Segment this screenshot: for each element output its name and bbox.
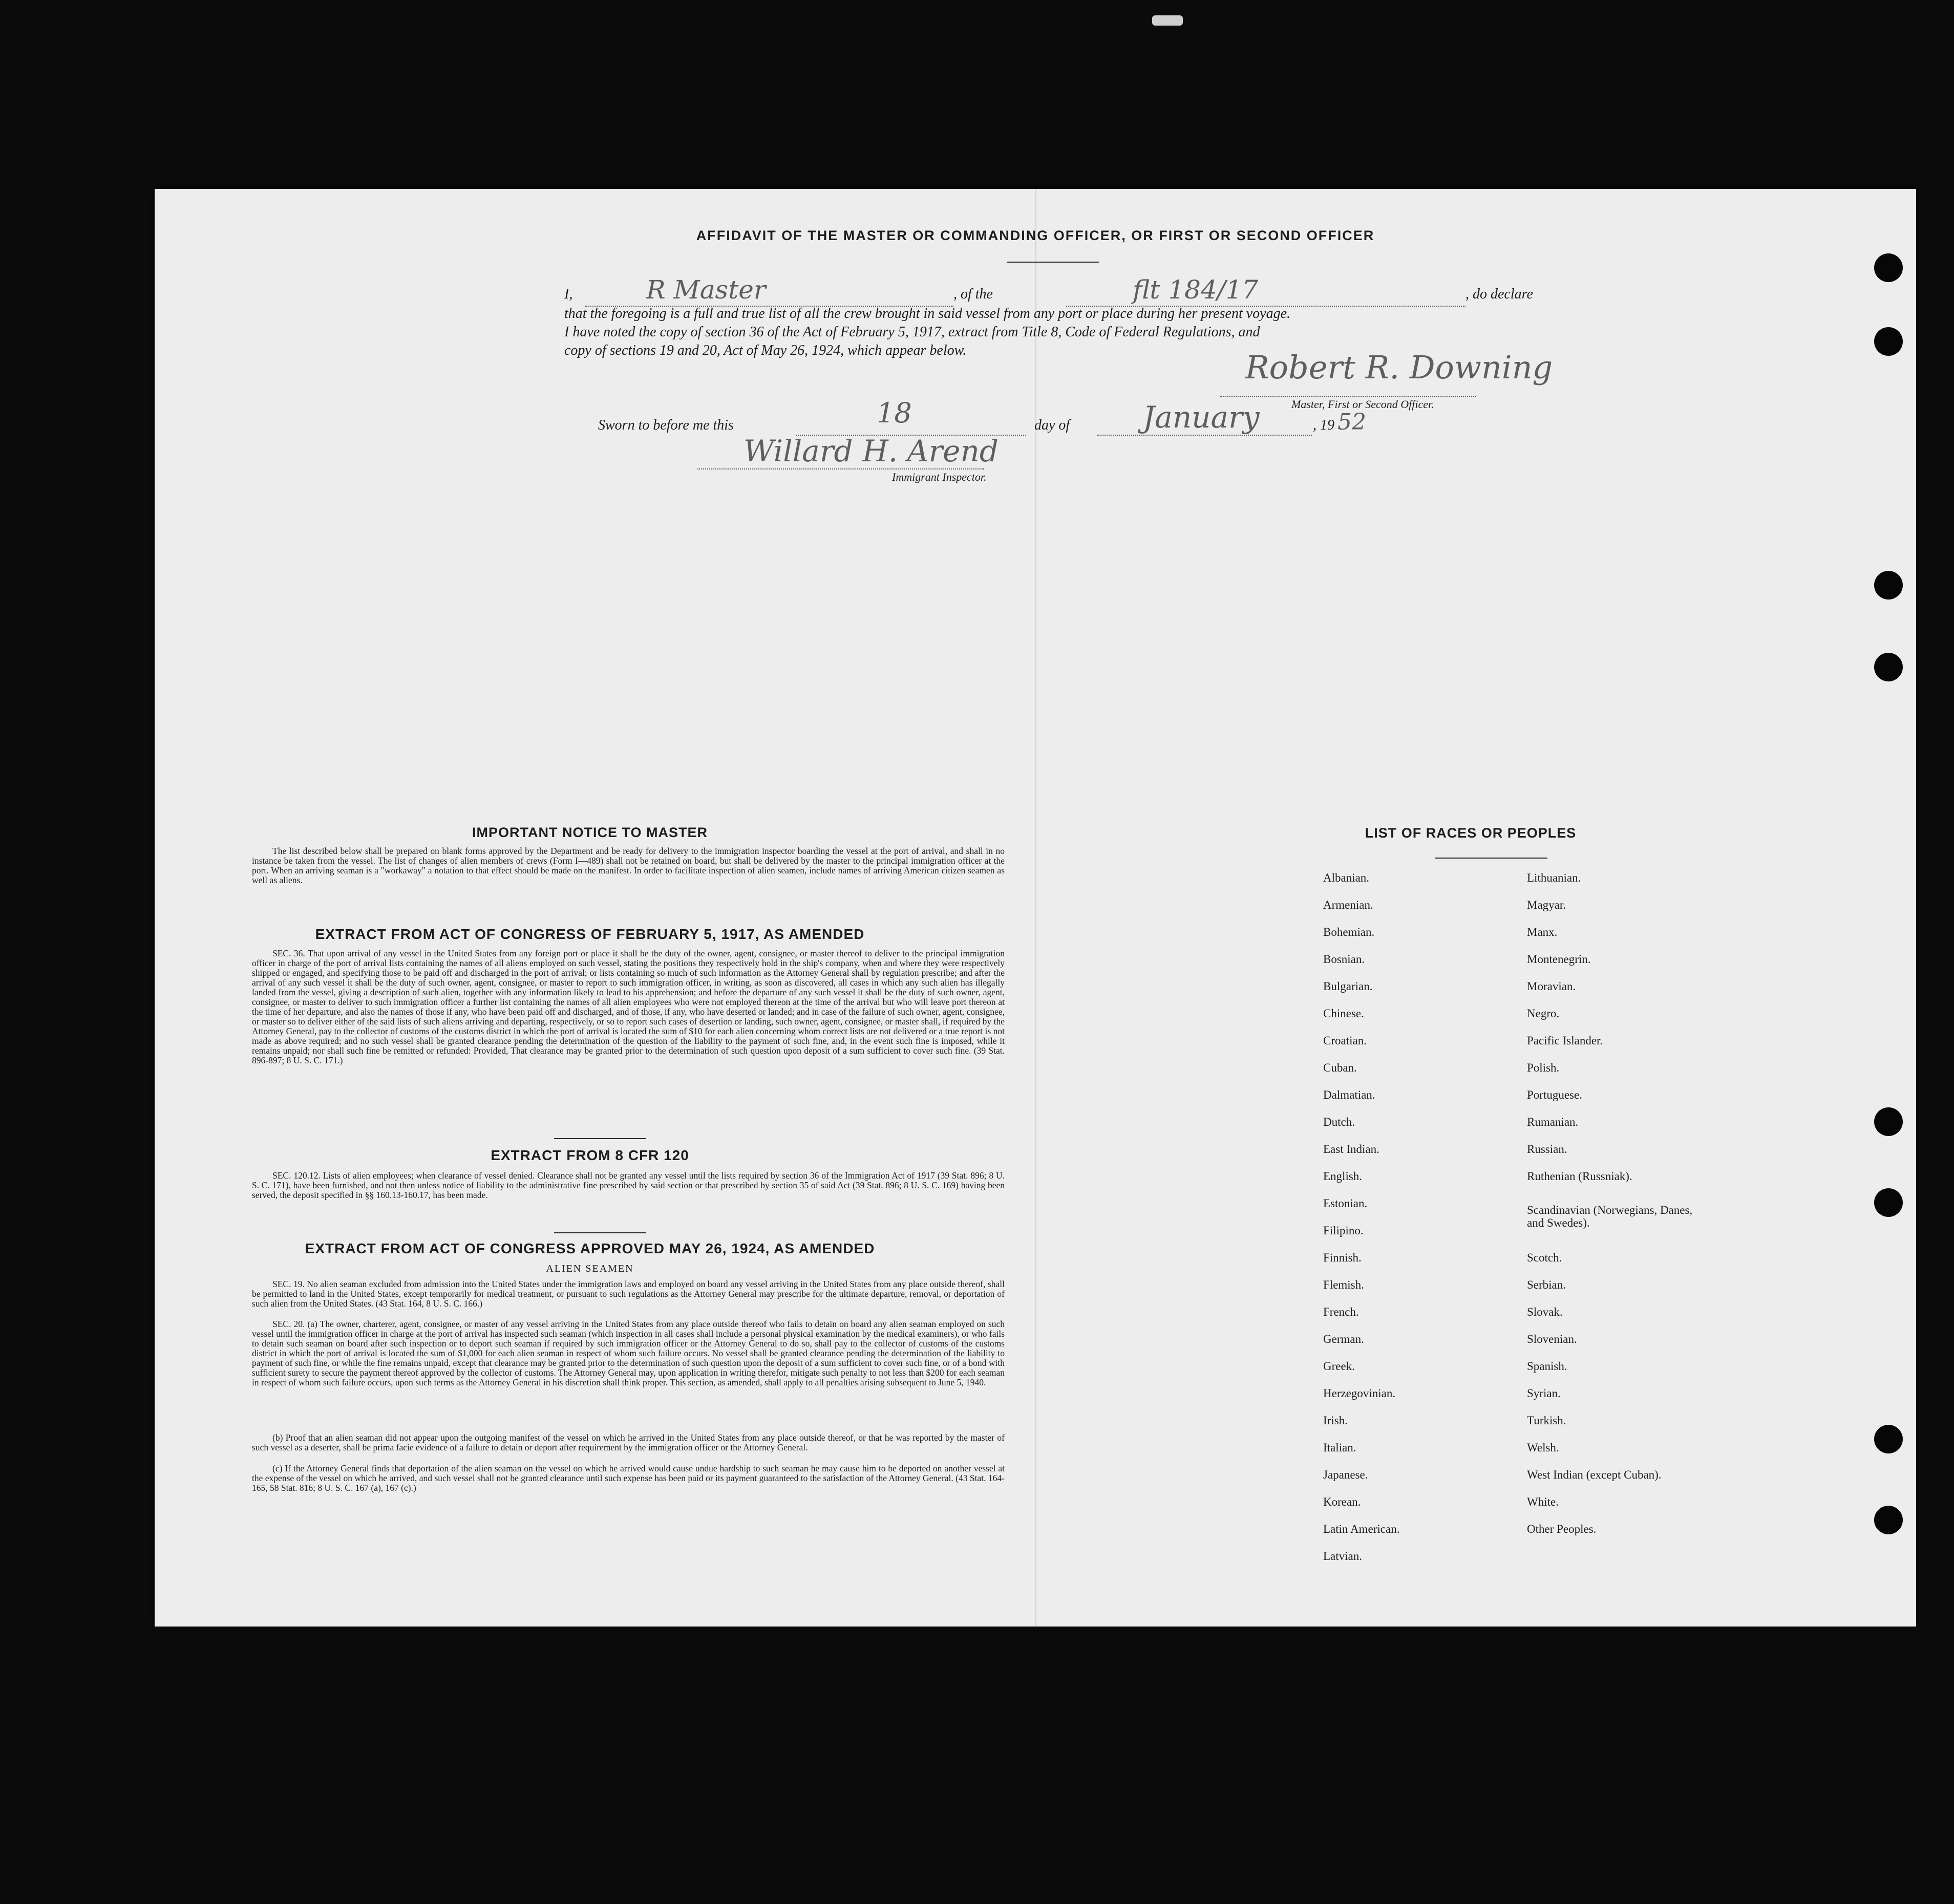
race-item: Latvian.	[1323, 1550, 1362, 1563]
race-item: Finnish.	[1323, 1251, 1362, 1264]
race-item: White.	[1527, 1495, 1559, 1508]
race-item: Filipino.	[1323, 1224, 1364, 1237]
month-field-line	[1097, 435, 1312, 436]
binder-hole	[1874, 571, 1903, 600]
extract-cfr-text: SEC. 120.12. Lists of alien employees; when clearance of vessel denied. Clearance shall not be granted any vessel until the lists required by section 36 of the Immigration Act of 1917 (39 Stat. 896; 8 U. S. C. 171), have been furnished, and not then unless notice of liability to the administrative fine prescribed by said section or that prescribed by section 35 of said Act (39 Stat. 896; 8 U. S. C. 169) having been served, the deposit specified in §§ 160.13-160.17, has been made.	[252, 1170, 1005, 1200]
inspector-caption: Immigrant Inspector.	[892, 470, 987, 483]
race-item: English.	[1323, 1170, 1363, 1183]
section-rule	[554, 1138, 646, 1139]
races-title: LIST OF RACES OR PEOPLES	[1365, 825, 1577, 841]
race-item: French.	[1323, 1306, 1359, 1318]
race-item: Japanese.	[1323, 1468, 1368, 1481]
race-item: Welsh.	[1527, 1441, 1559, 1454]
year-field-value: 52	[1337, 409, 1366, 435]
master-caption: Master, First or Second Officer.	[1291, 398, 1434, 411]
race-item: Slovenian.	[1527, 1333, 1577, 1345]
race-item: Dutch.	[1323, 1116, 1355, 1128]
race-item: Serbian.	[1527, 1278, 1566, 1291]
day-of-label: day of	[1034, 417, 1070, 433]
race-item: Bohemian.	[1323, 926, 1375, 938]
year-prefix: , 19	[1313, 417, 1334, 433]
races-rule	[1435, 858, 1547, 859]
name-field-value: R Master	[646, 275, 766, 305]
extract-1924-sec19: SEC. 19. No alien seaman excluded from admission into the United States under the immigration laws and employed on board any vessel arriving in the United States from any place outside thereof, shall be permitted to land in the United States, except temporarily for medical treatment, or pursuant to such regulations as the Attorney General may prescribe for the ultimate departure, removal, or deportation of such alien from the United States. (43 Stat. 164, 8 U. S. C. 166.)	[252, 1279, 1005, 1309]
inspector-signature-line	[697, 468, 984, 469]
extract-1917-text: SEC. 36. That upon arrival of any vessel in the United States from any foreign port or place it shall be the duty of the owner, agent, consignee, or master thereof to deliver to the principal immigration officer in charge of the port of arrival lists containing the names of all aliens employed on such vessel, stating the positions they respectively hold in the ship's company, when and where they were respectively shipped or engaged, and specifying those to be paid off and discharged in the port of arrival; or lists containing so much of such information as the Attorney General shall by regulation prescribe; and after the arrival of any such vessel it shall be the duty of such owner, agent, consignee, or master to report to such immigration officer, in writing, as soon as discovered, all cases in which any such alien has illegally landed from the vessel, giving a description of such alien, together with any information likely to lead to his apprehension; and before the departure of any such vessel it shall be the duty of such owner, agent, consignee, or master to deliver to such immigration officer a further list containing the names of all alien employees who were not employed thereon at the time of the arrival but who will leave port thereon at the time of her departure, and also the names of those if any, who have been paid off and discharged, and of those, if any, who have deserted or landed; and in case of the failure of such owner, agent, consignee, or master so to deliver either of the said lists of such aliens arriving and departing, respectively, or so to report such cases of desertion or landing, such owner, agent, consignee, or master shall, if required by the Attorney General, pay to the collector of customs of the customs district in which the port of arrival is located the sum of $10 for each alien concerning whom correct lists are not delivered or a true report is not made as above required; and no such vessel shall be granted clearance pending the determination of the question of the liability to the payment of such fine, and, in the event such fine is imposed, while it remains unpaid; nor shall such fine be remitted or refunded: Provided, That clearance may be granted prior to the determination of such question upon deposit of a sum sufficient to cover such fine. (39 Stat. 896-897; 8 U. S. C. 171.)	[252, 948, 1005, 1065]
master-signature: Robert R. Downing	[1245, 349, 1553, 386]
i-label: I,	[564, 286, 573, 302]
affidavit-line-2: that the foregoing is a full and true list of all the crew brought in said vessel from any port or place during her present voyage.	[564, 306, 1291, 322]
race-item: Slovak.	[1527, 1306, 1563, 1318]
race-item: Polish.	[1527, 1061, 1560, 1074]
affidavit-line-4: copy of sections 19 and 20, Act of May 26, 1924, which appear below.	[564, 343, 967, 358]
race-item: Other Peoples.	[1527, 1523, 1597, 1535]
race-item: Rumanian.	[1527, 1116, 1579, 1128]
race-item: Manx.	[1527, 926, 1558, 938]
vessel-field-value: flt 184/17	[1133, 275, 1259, 305]
do-declare-label: , do declare	[1466, 286, 1533, 302]
race-item: Cuban.	[1323, 1061, 1357, 1074]
race-item: Scotch.	[1527, 1251, 1562, 1264]
race-item: Greek.	[1323, 1360, 1355, 1373]
race-item: German.	[1323, 1333, 1364, 1345]
binder-hole	[1874, 327, 1903, 356]
race-item: Turkish.	[1527, 1414, 1566, 1427]
notice-title: IMPORTANT NOTICE TO MASTER	[472, 825, 708, 840]
race-item: Armenian.	[1323, 898, 1373, 911]
race-item: Bulgarian.	[1323, 980, 1373, 993]
binder-hole	[1874, 1506, 1903, 1534]
race-item: Bosnian.	[1323, 953, 1365, 966]
binder-hole	[1874, 1107, 1903, 1136]
sworn-label: Sworn to before me this	[598, 417, 734, 433]
notice-text: The list described below shall be prepared on blank forms approved by the Department and be ready for delivery to the immigration inspector boarding the vessel at the port of arrival, and shall in no instance be taken from the vessel. The list of changes of alien members of crews (Form I—489) shall not be retained on board, but shall be delivered by the master to the principal immigration officer at the port. When an arriving seaman is a "workaway" a notation to that effect should be made on the manifest. In order to facilitate inspection of alien seamen, include names of arriving American citizen seamen as well as aliens.	[252, 846, 1005, 885]
race-item: Lithuanian.	[1527, 871, 1581, 884]
race-item: Flemish.	[1323, 1278, 1364, 1291]
extract-1917-title: EXTRACT FROM ACT OF CONGRESS OF FEBRUARY 5, 1917, AS AMENDED	[315, 926, 865, 942]
race-item: Syrian.	[1527, 1387, 1561, 1400]
binder-hole	[1874, 253, 1903, 282]
race-item: Ruthenian (Russniak).	[1527, 1170, 1632, 1183]
binder-hole	[1874, 653, 1903, 681]
document-sheet	[155, 189, 1916, 1627]
title-rule	[1007, 262, 1099, 263]
race-item: Chinese.	[1323, 1007, 1364, 1020]
master-signature-line	[1220, 396, 1476, 397]
race-item: Italian.	[1323, 1441, 1356, 1454]
extract-cfr-title: EXTRACT FROM 8 CFR 120	[491, 1147, 689, 1163]
race-item: Spanish.	[1527, 1360, 1567, 1373]
month-field-value: January	[1143, 400, 1260, 435]
race-item: Latin American.	[1323, 1523, 1400, 1535]
race-item: Estonian.	[1323, 1197, 1368, 1210]
race-item: Magyar.	[1527, 898, 1566, 911]
inspector-signature: Willard H. Arend	[744, 434, 999, 468]
extract-1924-sec20a: SEC. 20. (a) The owner, charterer, agent, consignee, or master of any vessel arriving in the United States from any place outside thereof who fails to detain on board any alien seaman employed on such vessel until the immigration officer in charge at the port of arrival has inspected such seaman (which inspection in all cases shall include a personal physical examination by the medical examiners), or who fails to detain such seaman on board after such inspection or to deport such seaman if required by such immigration officer or the Attorney General to do so, shall pay to the collector of customs of the customs district in which the port of arrival is located the sum of $1,000 for each alien seaman in respect of whom such failure occurs. No vessel shall be granted clearance pending the determination of the liability to payment of such fine, or while the fine remains unpaid, except that clearance may be granted prior to the determination of such question upon the deposit of a sum sufficient to cover such fine, or of a bond with sufficient surety to secure the payment thereof approved by the collector of customs. The Attorney General may, upon application in writing therefor, mitigate such penalty to not less than $200 for each seaman in respect of whom such failure occurs, upon such terms as the Attorney General in his discretion shall think proper. This section, as amended, shall apply to all penalties arising subsequent to June 5, 1940.	[252, 1319, 1005, 1387]
race-item: Pacific Islander.	[1527, 1034, 1603, 1047]
day-field-value: 18	[877, 397, 912, 429]
extract-1924-title: EXTRACT FROM ACT OF CONGRESS APPROVED MAY 26, 1924, AS AMENDED	[305, 1240, 875, 1256]
race-item: Croatian.	[1323, 1034, 1367, 1047]
extract-1924-sec20b: (b) Proof that an alien seaman did not appear upon the outgoing manifest of the vessel on which he arrived in the United States from any place outside thereof, or that he was reported by the master of such vessel as a deserter, shall be prima facie evidence of a failure to detain or deport after requirement by the immigration officer or the Attorney General.	[252, 1432, 1005, 1452]
race-item: Herzegovinian.	[1323, 1387, 1396, 1400]
race-item: Albanian.	[1323, 871, 1370, 884]
race-item: Korean.	[1323, 1495, 1361, 1508]
section-rule	[554, 1232, 646, 1233]
race-item: Russian.	[1527, 1143, 1567, 1156]
race-item: Irish.	[1323, 1414, 1348, 1427]
clip-mark	[1152, 15, 1183, 26]
race-item: Dalmatian.	[1323, 1088, 1375, 1101]
race-item: Montenegrin.	[1527, 953, 1591, 966]
binder-hole	[1874, 1425, 1903, 1453]
race-item: West Indian (except Cuban).	[1527, 1468, 1662, 1481]
affidavit-title: AFFIDAVIT OF THE MASTER OR COMMANDING OFFICER, OR FIRST OR SECOND OFFICER	[696, 228, 1375, 243]
binder-hole	[1874, 1188, 1903, 1217]
extract-1924-sec20c: (c) If the Attorney General finds that deportation of the alien seaman on the vessel on which he arrived would cause undue hardship to such seaman he may cause him to be deported on another vessel at the expense of the vessel on which he arrived, and such vessel shall not be granted clearance until such expense has been paid or its payment guaranteed to the satisfaction of the Attorney General. (43 Stat. 164-165, 58 Stat. 816; 8 U. S. C. 167 (a), 167 (c).)	[252, 1463, 1005, 1493]
race-item: Negro.	[1527, 1007, 1560, 1020]
fold-seam	[1035, 189, 1036, 1627]
affidavit-line-3: I have noted the copy of section 36 of the Act of February 5, 1917, extract from Title 8, Code of Federal Regulations, and	[564, 324, 1260, 340]
race-item: Scandinavian (Norwegians, Danes, and Swedes).	[1527, 1204, 1693, 1229]
extract-1924-subtitle: ALIEN SEAMEN	[546, 1263, 634, 1274]
of-the-label: , of the	[953, 286, 993, 302]
race-item: East Indian.	[1323, 1143, 1379, 1156]
race-item: Portuguese.	[1527, 1088, 1582, 1101]
race-item: Moravian.	[1527, 980, 1576, 993]
